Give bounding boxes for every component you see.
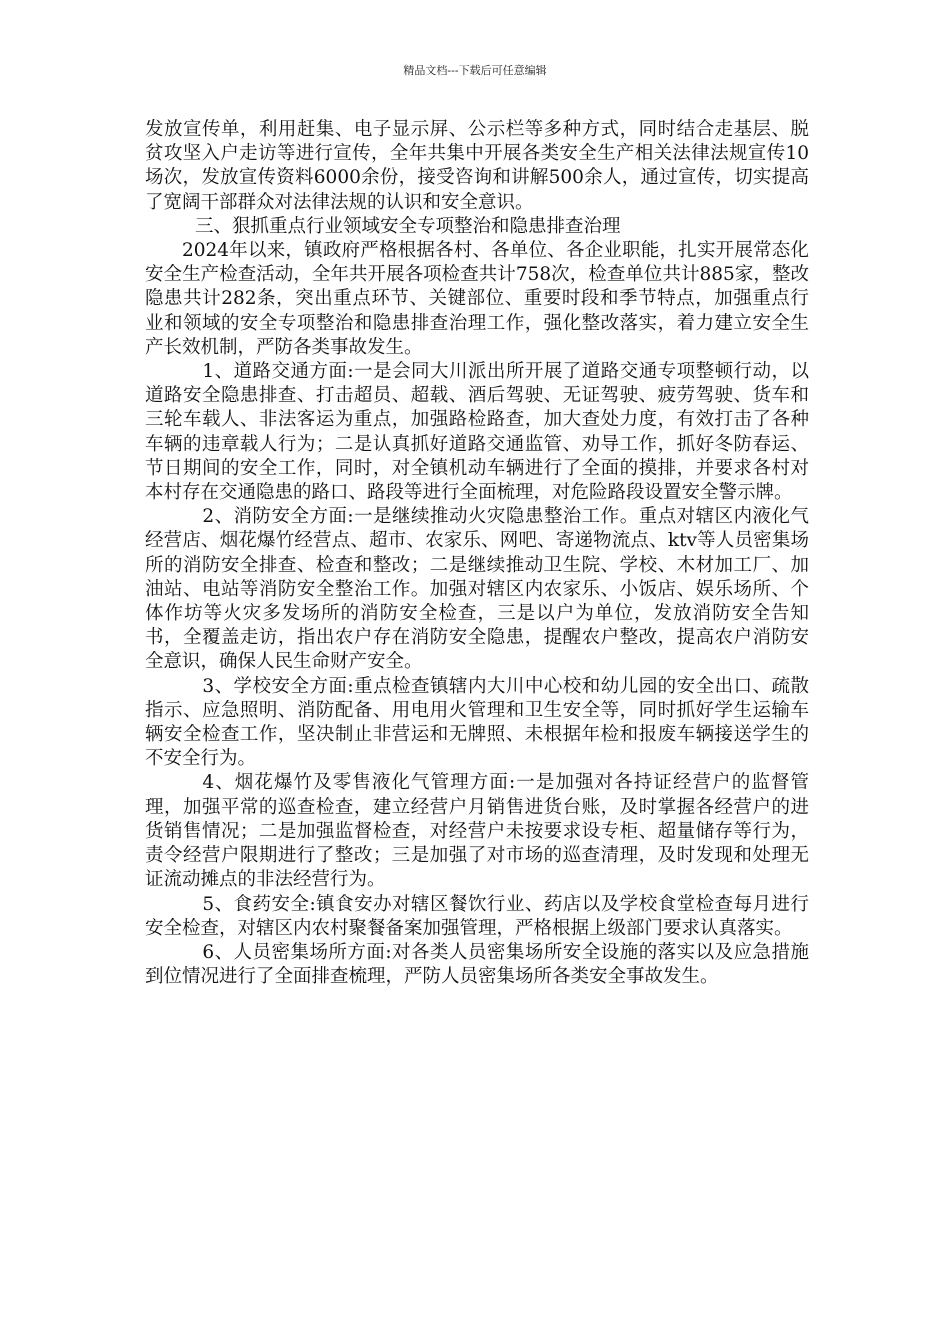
paragraph-inspection-summary: 2024年以来，镇政府严格根据各村、各单位、各企业职能，扎实开展常态化安全生产检查活动，全年共开展各项检查共计758次，检查单位共计885家，整改隐患共计282条，突出重点环节、关键部位、重要时段和季节特点，加强重点行业和领域的安全专项整治和隐患排查治理工作，强化整改落实，着力建立安全生产长效机制，严防各类事故发生。 [145,240,809,358]
paragraph-fire-safety: 2、消防安全方面:一是继续推动火灾隐患整治工作。重点对辖区内液化气经营店、烟花爆竹经营点、超市、农家乐、网吧、寄递物流点、ktv等人员密集场所的消防安全排查、检查和整改；二是继续推动卫生院、学校、木材加工厂、加油站、电站等消防安全整治工作。加强对辖区内农家乐、小饭店、娱乐场所、个体作坊等火灾多发场所的消防安全检查，三是以户为单位，发放消防安全告知书，全覆盖走访，指出农户存在消防安全隐患，提醒农户整改，提高农户消防安全意识，确保人民生命财产安全。 [145,506,809,673]
paragraph-school-safety: 3、学校安全方面:重点检查镇辖内大川中心校和幼儿园的安全出口、疏散指示、应急照明、消防配备、用电用火管理和卫生安全等，同时抓好学生运输车辆安全检查工作，坚决制止非营运和无牌照、未根据年检和报废车辆接送学生的不安全行为。 [145,675,809,770]
paragraph-road-traffic: 1、道路交通方面:一是会同大川派出所开展了道路交通专项整顿行动，以道路安全隐患排查、打击超员、超载、酒后驾驶、无证驾驶、疲劳驾驶、货车和三轮车载人、非法客运为重点，加强路检路查，加大查处力度，有效打击了各种车辆的违章载人行为；二是认真抓好道路交通监管、劝导工作，抓好冬防春运、节日期间的安全工作，同时，对全镇机动车辆进行了全面的摸排，并要求各村对本村存在交通隐患的路口、路段等进行全面梳理，对危险路段设置安全警示牌。 [145,361,809,504]
paragraph-food-drug: 5、食药安全:镇食安办对辖区餐饮行业、药店以及学校食堂检查每月进行安全检查，对辖区内农村聚餐备案加强管理，严格根据上级部门要求认真落实。 [145,893,809,939]
section-heading-3: 三、狠抓重点行业领域安全专项整治和隐患排查治理 [194,215,621,237]
paragraph-fireworks-lpg: 4、烟花爆竹及零售液化气管理方面:一是加强对各持证经营户的监督管理，加强平常的巡查检查，建立经营户月销售进货台账，及时掌握各经营户的进货销售情况；二是加强监督检查，对经营户未按要求设专柜、超量储存等行为，责令经营户限期进行了整改；三是加强了对市场的巡查清理，及时发现和处理无证流动摊点的非法经营行为。 [145,772,809,891]
paragraph-publicity-continued: 发放宣传单，利用赶集、电子显示屏、公示栏等多种方式，同时结合走基层、脱贫攻坚入户走访等进行宣传，全年共集中开展各类安全生产相关法律法规宣传10场次，发放宣传资料6000余份，接受咨询和讲解500余人，通过宣传，切实提高了宽阔干部群众对法律法规的认识和安全意识。 [145,119,809,213]
paragraph-crowded-places: 6、人员密集场所方面:对各类人员密集场所安全设施的落实以及应急措施到位情况进行了全面排查梳理，严防人员密集场所各类安全事故发生。 [145,941,809,988]
document-body [145,118,809,989]
page-header: 精品文档---下载后可任意编辑 [403,64,547,77]
